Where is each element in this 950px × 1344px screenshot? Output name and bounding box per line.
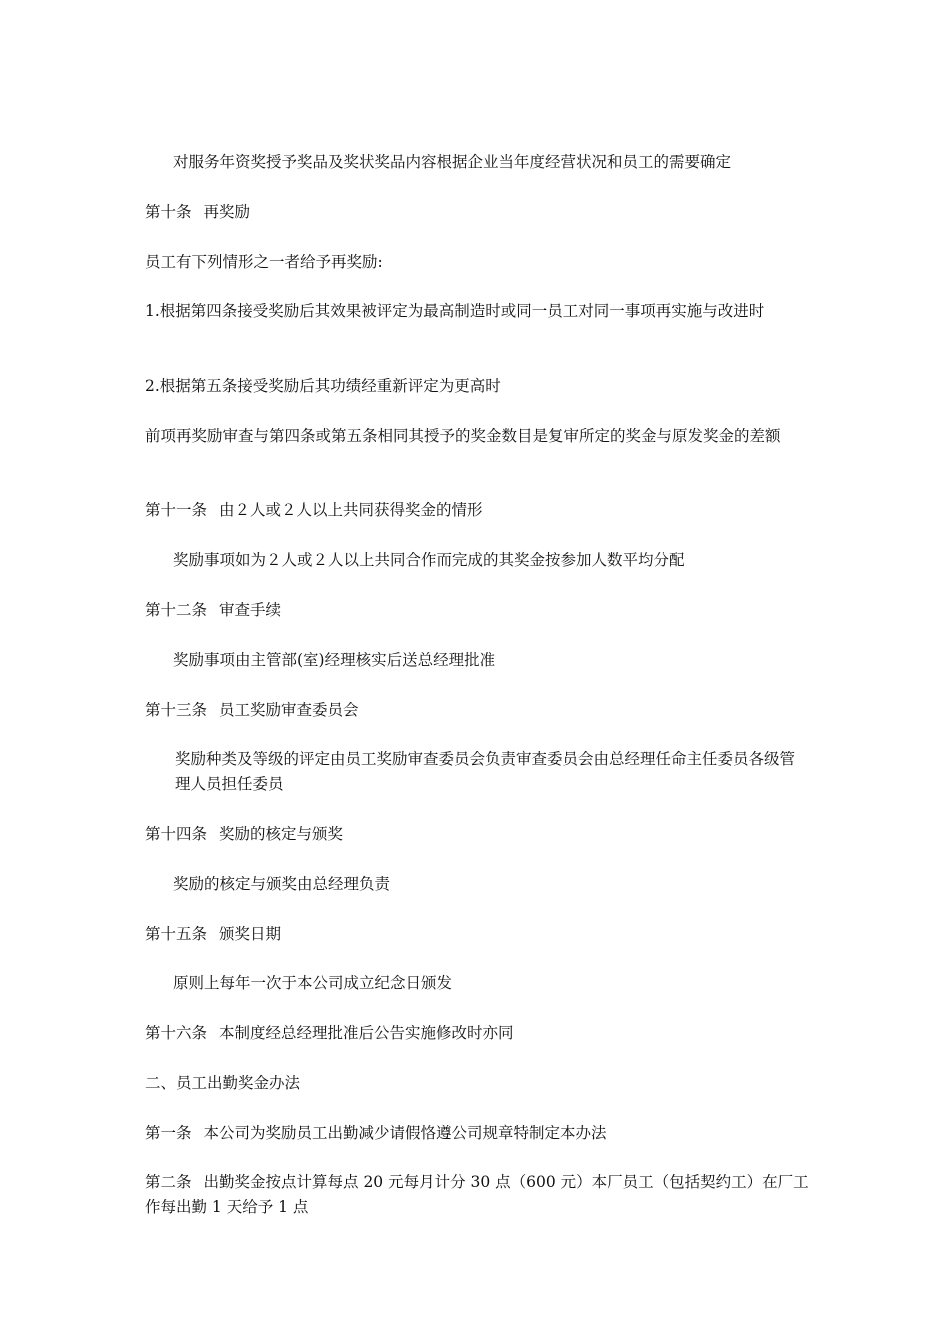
paragraph-re-award-review <box>145 424 810 449</box>
list-item-1 <box>145 299 810 324</box>
article-12-heading <box>145 598 810 623</box>
article-number: 第一条 <box>145 1124 192 1142</box>
article-number: 第十条 <box>145 203 192 221</box>
paragraph-text: 原则上每年一次于本公司成立纪念日颁发 <box>173 974 453 992</box>
article-number: 第十三条 <box>145 701 208 719</box>
paragraph-review-procedure <box>145 648 810 673</box>
section-title: 二、员工出勤奖金办法 <box>145 1074 301 1092</box>
article-text: 本公司为奖励员工出勤减少请假恪遵公司规章特制定本办法 <box>203 1124 607 1142</box>
article-title: 奖励的核定与颁奖 <box>219 825 344 843</box>
paragraph-text: 对服务年资奖授予奖品及奖状奖品内容根据企业当年度经营状况和员工的需要确定 <box>173 153 732 171</box>
attendance-article-1 <box>145 1121 810 1146</box>
article-text: 出勤奖金按点计算每点 20 元每月计分 30 点（600 元）本厂员工（包括契约工）在厂工作每出勤 1 天给予 1 点 <box>145 1173 809 1216</box>
article-title: 本制度经总经理批准后公告实施修改时亦同 <box>219 1024 514 1042</box>
list-item-2 <box>145 374 810 399</box>
article-number: 第十四条 <box>145 825 208 843</box>
article-15-heading <box>145 922 810 947</box>
article-16-heading <box>145 1021 810 1046</box>
paragraph-text: 奖励事项如为２人或２人以上共同合作而完成的其奖金按参加人数平均分配 <box>173 551 685 569</box>
paragraph-text: 2.根据第五条接受奖励后其功绩经重新评定为更高时 <box>145 377 501 395</box>
paragraph-service-award <box>145 150 810 175</box>
paragraph-award-approval <box>145 872 810 897</box>
article-title: 审查手续 <box>219 601 282 619</box>
article-title: 由２人或２人以上共同获得奖金的情形 <box>219 501 483 519</box>
article-title: 再奖励 <box>203 203 251 221</box>
paragraph-award-date <box>145 971 810 996</box>
paragraph-re-award-intro <box>145 250 810 275</box>
paragraph-text: 奖励种类及等级的评定由员工奖励审查委员会负责审查委员会由总经理任命主任委员各级管理人员担任委员 <box>175 750 796 793</box>
article-13-heading <box>145 698 810 723</box>
paragraph-shared-award <box>145 548 810 573</box>
article-title: 颁奖日期 <box>219 925 282 943</box>
article-number: 第十一条 <box>145 501 208 519</box>
article-number: 第十二条 <box>145 601 208 619</box>
article-14-heading <box>145 822 810 847</box>
article-title: 员工奖励审查委员会 <box>219 701 359 719</box>
section-heading-attendance <box>145 1071 810 1096</box>
article-number: 第二条 <box>145 1173 192 1191</box>
paragraph-text: 1.根据第四条接受奖励后其效果被评定为最高制造时或同一员工对同一事项再实施与改进时 <box>145 302 765 320</box>
article-11-heading <box>145 498 810 523</box>
article-10-heading <box>145 200 810 225</box>
article-number: 第十六条 <box>145 1024 208 1042</box>
paragraph-text: 前项再奖励审查与第四条或第五条相同其授予的奖金数目是复审所定的奖金与原发奖金的差额 <box>145 427 781 445</box>
paragraph-text: 奖励事项由主管部(室)经理核实后送总经理批准 <box>173 651 496 669</box>
paragraph-text: 员工有下列情形之一者给予再奖励: <box>145 253 383 271</box>
paragraph-review-committee <box>145 747 810 797</box>
attendance-article-2 <box>145 1170 810 1220</box>
article-number: 第十五条 <box>145 925 208 943</box>
paragraph-text: 奖励的核定与颁奖由总经理负责 <box>173 875 391 893</box>
